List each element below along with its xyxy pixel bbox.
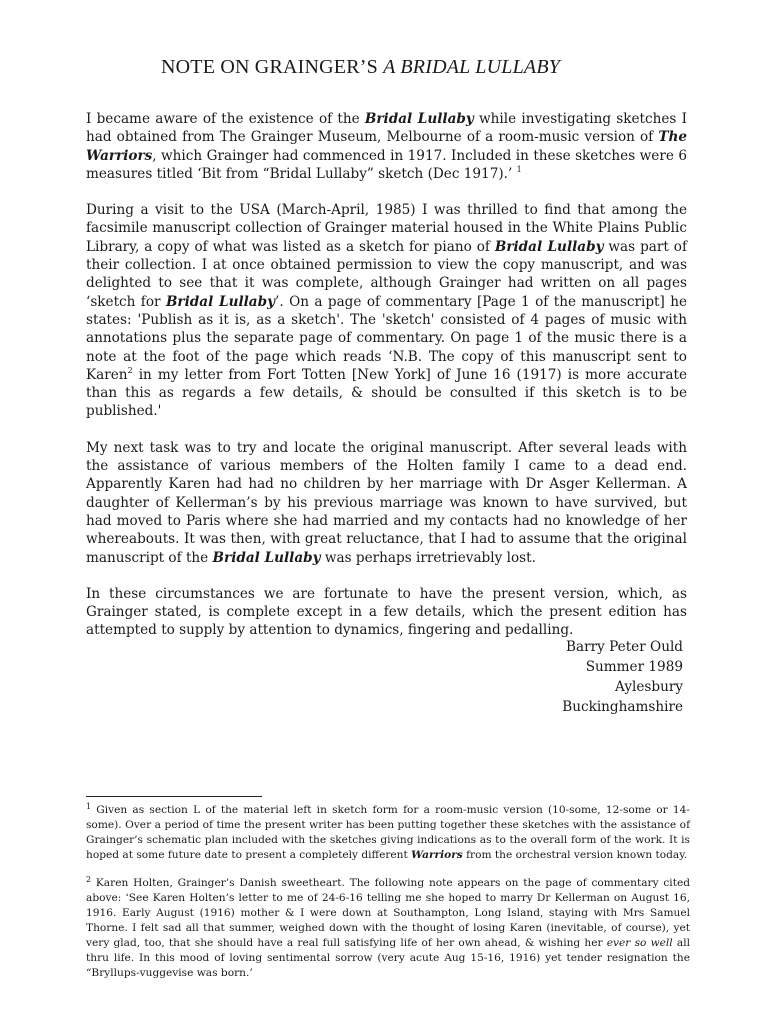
footnote-1: $^1$ Given as section L of the material left in sketch form for a room-music version (10-some, 12-some or 14-some). Over a period of time the present writer has been putting together these sketches with the assistance of Grainger’s schematic plan included with the sketches giving indications as to the overall form of the work. It is hoped at some future date to present a completely different Warriors from the orchestral version known today. [86,802,690,861]
signature-block [562,637,683,717]
footnote-number: 2 [86,875,92,884]
paragraph-1: I became aware of the existence of the Bridal Lullaby while investigating sketches I had obtained from The Grainger Museum, Melbourne of a room-music version of The Warriors, which Grainger had commenced in 1917. Included in these sketches were 6 measures titled ‘Bit from “Bridal Lullaby” sketch (Dec 1917).’ $^1$ [86,111,687,182]
signature-county: Buckinghamshire [562,699,683,715]
paragraph-2: During a visit to the USA (March-April, 1985) I was thrilled to find that among the facsimile manuscript collection of Grainger material housed in the White Plains Public Library, a copy of what was listed as a sketch for piano of Bridal Lullaby was part of their collection. I at once obtained permission to view the copy manuscript, and was delighted to see that it was complete, although Grainger had written on all pages ‘sketch for Bridal Lullaby’. On a page of commentary [Page 1 of the manuscript] he states: 'Publish as it is, as a sketch'. The 'sketch' consisted of 4 pages of music with annotations plus the separate page of commentary. On page 1 of the music there is a note at the foot of the page which reads ‘N.B. The copy of this manuscript sent to Karen$^2$ in my letter from Fort Totten [New York] of June 16 (1917) is more accurate than this as regards a few details, & should be consulted if this sketch is to be published.' [86,202,687,420]
footnote-ref-2[interactable]: 2 [127,365,133,375]
body-text [86,110,687,658]
paragraph-4: In these circumstances we are fortunate to have the present version, which, as Grainger stated, is complete except in a few details, which the present edition has attempted to supply by attention to dynamics, fingering and pedalling. [86,585,687,639]
work-title: Bridal Lullaby [212,549,321,566]
emphasis: ever so well [606,937,673,949]
work-title: Bridal Lullaby [364,111,474,127]
page-title: NOTE ON GRAINGER’S A BRIDAL LULLABY [161,56,561,78]
work-title: Bridal Lullaby [494,238,604,255]
footnotes [86,803,690,994]
signature-date: Summer 1989 [585,659,683,675]
footnote-2: $^2$ Karen Holten, Grainger’s Danish sweetheart. The following note appears on the page of commentary cited above: ‘See Karen Holten’s letter to me of 24-6-16 telling me she hoped to marry Dr Kellerman on August 16, 1916. Early August (1916) mother & I were down at Southampton, Long Island, staying with Mrs Samuel Thorne. I felt sad all that summer, weighed down with the thought of losing Karen (inevitable, of course), yet very glad, too, that she should have a real full satisfying life of her own ahead, & wishing her ever so well all thru life. In this mood of loving sentimental sorrow (very acute Aug 15-16, 1916) yet tender resignation the “Bryllups-vuggevise was born.’ [86,875,690,979]
footnote-divider [86,796,262,797]
paragraph-3: My next task was to try and locate the original manuscript. After several leads with the assistance of various members of the Holten family I came to a dead end. Apparently Karen had had no children by her marriage with Dr Asger Kellerman. A daughter of Kellerman’s by his previous marriage was known to have survived, but had moved to Paris where she had married and my contacts had no knowledge of her whereabouts. It was then, with great reluctance, that I had to assume that the original manuscript of the Bridal Lullaby was perhaps irretrievably lost. [86,439,687,566]
signature-name: Barry Peter Ould [566,639,683,655]
signature-town: Aylesbury [615,679,683,695]
footnote-number: 1 [86,802,92,811]
work-title: Warriors [411,849,463,861]
title-italic: A BRIDAL LULLABY [383,56,561,78]
work-title: The Warriors [86,129,687,164]
work-title: Bridal Lullaby [165,293,276,310]
footnote-ref-1[interactable]: 1 [516,164,522,174]
